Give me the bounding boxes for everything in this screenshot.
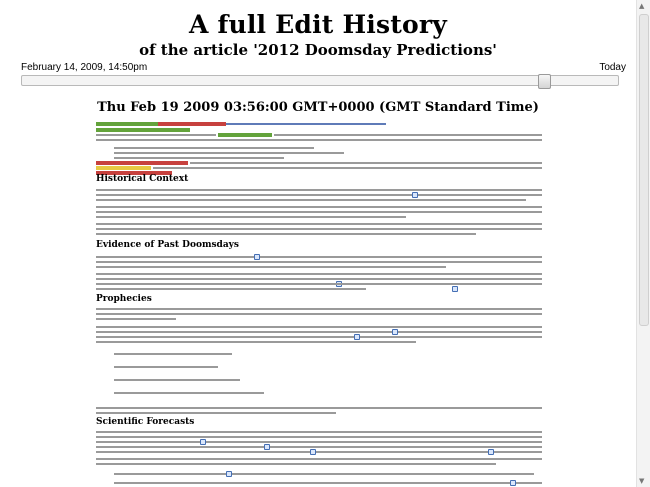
- text-line: [96, 288, 366, 290]
- text-line: [96, 326, 542, 328]
- text-line: [96, 261, 542, 263]
- text-line: [114, 147, 314, 149]
- section-heading: Prophecies: [96, 294, 152, 304]
- text-line: [96, 189, 542, 191]
- text-line: [96, 216, 406, 218]
- text-line: [96, 206, 542, 208]
- text-line: [96, 313, 542, 315]
- text-line: [96, 341, 416, 343]
- section-heading: Historical Context: [96, 174, 189, 184]
- vertical-scrollbar[interactable]: [636, 0, 650, 487]
- text-line: [96, 451, 542, 453]
- section-heading: Evidence of Past Doomsdays: [96, 240, 239, 250]
- text-line: [96, 233, 476, 235]
- text-line: [96, 458, 542, 460]
- text-line: [96, 278, 542, 280]
- text-line: [114, 473, 534, 475]
- text-line: [96, 134, 216, 136]
- text-line: [96, 273, 542, 275]
- scroll-up-icon[interactable]: ▲: [639, 2, 645, 10]
- text-line: [96, 256, 542, 258]
- text-line: [96, 412, 336, 414]
- text-line: [114, 482, 542, 484]
- citation-link-icon[interactable]: [510, 480, 516, 486]
- list-item: [114, 392, 264, 394]
- removed-text-highlight: [96, 161, 188, 165]
- text-line: [96, 266, 446, 268]
- text-line: [190, 162, 542, 164]
- text-line: [96, 407, 542, 409]
- text-line: [96, 228, 542, 230]
- text-line: [96, 139, 542, 141]
- citation-link-icon[interactable]: [412, 192, 418, 198]
- timeline-start-label: February 14, 2009, 14:50pm: [21, 62, 148, 73]
- text-line: [274, 134, 542, 136]
- article-revision-content: [96, 94, 542, 487]
- page-title: A full Edit History: [189, 10, 447, 39]
- list-item: [114, 366, 218, 368]
- text-line: [96, 441, 542, 443]
- text-line: [96, 194, 542, 196]
- citation-link-icon[interactable]: [310, 449, 316, 455]
- text-line: [96, 223, 542, 225]
- citation-link-icon[interactable]: [254, 254, 260, 260]
- citation-link-icon[interactable]: [226, 471, 232, 477]
- added-text-highlight: [96, 128, 190, 132]
- revision-slider[interactable]: [21, 75, 619, 86]
- text-line: [96, 436, 542, 438]
- citation-link-icon[interactable]: [200, 439, 206, 445]
- text-line: [96, 431, 542, 433]
- list-item: [114, 379, 240, 381]
- text-line: [96, 199, 526, 201]
- slider-handle[interactable]: [538, 74, 551, 89]
- citation-link-icon[interactable]: [452, 286, 458, 292]
- text-line: [96, 318, 176, 320]
- scrollbar-thumb[interactable]: [639, 14, 649, 326]
- citation-link-icon[interactable]: [488, 449, 494, 455]
- citation-link-icon[interactable]: [354, 334, 360, 340]
- added-text-highlight: [218, 133, 272, 137]
- text-line: [96, 446, 542, 448]
- section-heading: Scientific Forecasts: [96, 417, 195, 427]
- text-line: [96, 463, 496, 465]
- list-item: [114, 353, 232, 355]
- text-line: [96, 308, 542, 310]
- text-line: [114, 157, 284, 159]
- text-line: [96, 283, 542, 285]
- citation-link-icon[interactable]: [264, 444, 270, 450]
- text-line: [96, 211, 542, 213]
- revision-timestamp: Thu Feb 19 2009 03:56:00 GMT+0000 (GMT Standard Time): [97, 100, 539, 115]
- citation-link-icon[interactable]: [392, 329, 398, 335]
- text-line: [226, 123, 386, 125]
- scroll-down-icon[interactable]: ▼: [639, 477, 645, 485]
- added-text-highlight: [96, 122, 158, 126]
- text-line: [114, 152, 344, 154]
- page-subtitle: of the article '2012 Doomsday Predictions': [139, 41, 497, 59]
- changed-text-highlight: [96, 166, 151, 170]
- timeline-end-label: Today: [599, 62, 626, 73]
- text-line: [96, 336, 542, 338]
- text-line: [153, 167, 542, 169]
- text-line: [96, 331, 542, 333]
- removed-text-highlight: [158, 122, 226, 126]
